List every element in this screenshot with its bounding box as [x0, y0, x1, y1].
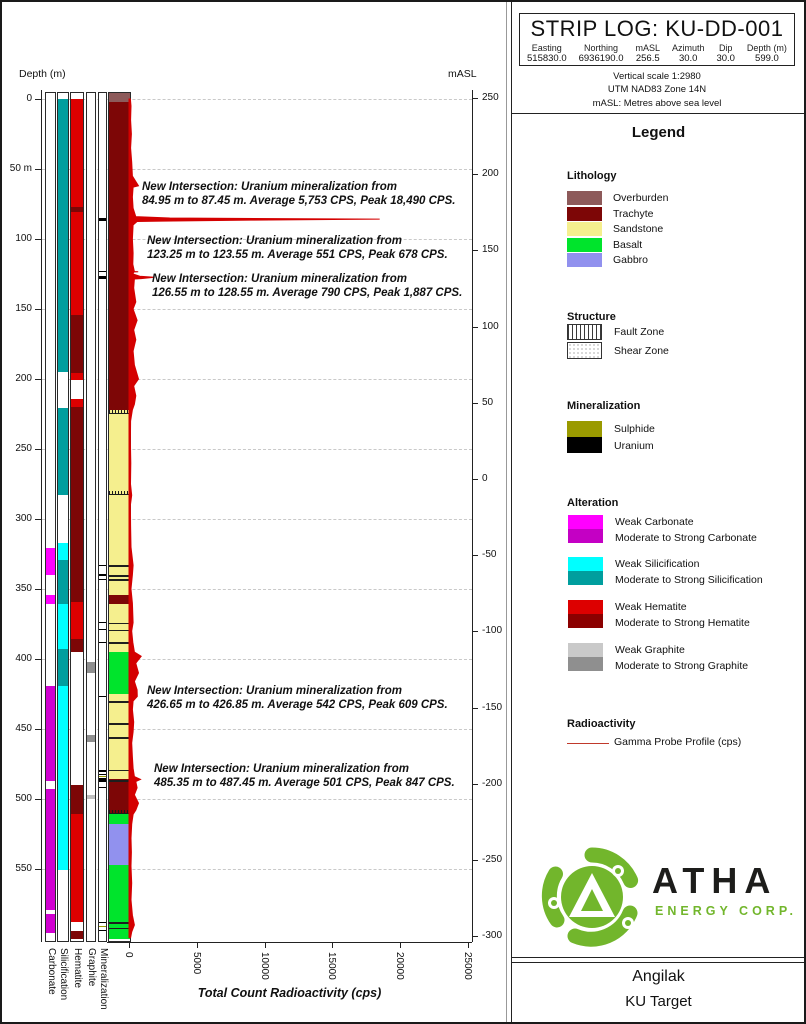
collar-field-label: mASL	[635, 43, 660, 53]
alteration-weak-label: Weak Hematite	[615, 601, 687, 613]
masl-tick	[472, 174, 478, 175]
collar-field	[527, 43, 567, 64]
atha-wordmark: ATHA	[652, 860, 778, 901]
masl-tick	[472, 784, 478, 785]
target-name: KU Target	[625, 993, 692, 1010]
gamma-line-label: Gamma Probe Profile (cps)	[614, 736, 742, 748]
masl-tick	[472, 555, 478, 556]
alteration-weak-swatch	[568, 643, 603, 657]
masl-tick-label: 0	[482, 473, 488, 484]
legend-title: Legend	[631, 124, 686, 141]
project-name: Angilak	[632, 968, 685, 985]
masl-tick	[472, 403, 478, 404]
depth-tick-label: 500	[15, 793, 32, 804]
alteration-strong-swatch	[568, 529, 603, 543]
collar-field-label: Depth (m)	[746, 43, 787, 53]
masl-tick-label: -200	[482, 777, 503, 789]
masl-axis-line	[472, 90, 473, 942]
gamma-profile-path	[129, 99, 380, 938]
intersection-annotation	[142, 180, 455, 208]
legend-structure-heading: Structure	[567, 311, 616, 323]
collar-field-value: 30.0	[716, 53, 735, 64]
alteration-weak-swatch	[568, 557, 603, 571]
gamma-tick-label: 10000	[258, 952, 270, 980]
shear-zone-label: Shear Zone	[614, 345, 669, 357]
atha-logo-icon	[540, 845, 644, 949]
annotation-line1: New Intersection: Uranium mineralization from	[147, 235, 402, 247]
annotation-line2: 426.65 m to 426.85 m. Average 542 CPS, Peak 609 CPS.	[147, 699, 448, 712]
gamma-tick-label: 0	[123, 952, 134, 958]
collar-fields	[520, 42, 794, 64]
depth-tick-label: 450	[15, 723, 32, 734]
scale-note: Vertical scale 1:2980	[613, 71, 701, 82]
column-label-silicification: Silicification	[58, 948, 69, 1001]
collar-field	[716, 43, 735, 64]
masl-tick-label: -300	[482, 930, 503, 942]
footer-separator-2	[511, 962, 806, 963]
panel-divider-shadow	[506, 2, 507, 1024]
depth-tick-label: 400	[15, 653, 32, 664]
depth-tick-label: 350	[15, 583, 32, 594]
depth-tick-label: 0	[26, 93, 32, 104]
annotation-line1: New Intersection: Uranium mineralization from	[142, 181, 397, 193]
annotation-line2: 123.25 m to 123.55 m. Average 551 CPS, Peak 678 CPS.	[147, 249, 448, 262]
masl-tick-label: -50	[482, 549, 497, 561]
alteration-strong-label: Moderate to Strong Hematite	[615, 617, 750, 629]
alteration-strong-swatch	[568, 657, 603, 671]
alteration-strong-label: Moderate to Strong Graphite	[615, 660, 749, 672]
legend-lithology-heading: Lithology	[567, 170, 617, 182]
intersection-annotation	[147, 234, 448, 262]
masl-tick-label: -100	[482, 625, 503, 637]
collar-field-label: Northing	[584, 43, 619, 53]
alteration-strong-label: Moderate to Strong Silicification	[615, 574, 763, 586]
collar-field-label: Dip	[718, 43, 733, 53]
header-separator	[511, 113, 806, 114]
legend-radioactivity-heading: Radioactivity	[567, 718, 636, 730]
depth-tick-label: 200	[15, 373, 32, 384]
collar-field-label: Easting	[531, 43, 562, 53]
legend-label-gabbro: Gabbro	[613, 254, 649, 267]
gamma-line-swatch	[567, 743, 609, 744]
masl-tick	[472, 860, 478, 861]
intersection-annotation	[147, 684, 448, 712]
depth-tick-label: 150	[15, 303, 32, 314]
alteration-weak-label: Weak Graphite	[615, 644, 685, 656]
gamma-tick-label: 15000	[326, 952, 338, 980]
masl-tick-label: 250	[482, 92, 499, 103]
page-title: STRIP LOG: KU-DD-001	[530, 16, 784, 41]
masl-tick	[472, 479, 478, 480]
annotation-line1: New Intersection: Uranium mineralization from	[152, 273, 407, 285]
alteration-weak-swatch	[568, 515, 603, 529]
legend-label-sandstone: Sandstone	[613, 223, 664, 236]
intersection-annotation	[154, 762, 455, 790]
alteration-strong-swatch	[568, 614, 603, 628]
annotation-line2: 485.35 m to 487.45 m. Average 501 CPS, Peak 847 CPS.	[154, 777, 455, 790]
uranium-label: Uranium	[614, 440, 654, 452]
alteration-strong-label: Moderate to Strong Carbonate	[615, 532, 757, 544]
masl-tick	[472, 708, 478, 709]
alteration-weak-swatch	[568, 600, 603, 614]
scale-notes	[519, 70, 795, 110]
legend-alteration-heading: Alteration	[567, 497, 619, 509]
masl-note: mASL: Metres above sea level	[592, 97, 722, 109]
collar-field	[672, 43, 705, 64]
masl-tick-label: 200	[482, 168, 499, 180]
title-block	[519, 13, 795, 66]
gamma-tick-label: 5000	[190, 952, 202, 975]
shear-zone-swatch	[567, 342, 602, 359]
legend-swatch-overburden	[567, 191, 602, 205]
column-label-mineralization: Mineralization	[97, 948, 109, 1010]
masl-tick-label: 150	[482, 244, 499, 256]
depth-tick-label: 100	[15, 233, 32, 244]
alteration-strong-swatch	[568, 571, 603, 585]
collar-field	[579, 43, 624, 64]
masl-tick	[472, 98, 478, 99]
collar-field-value: 515830.0	[527, 53, 567, 64]
atha-subtitle: ENERGY CORP.	[655, 904, 798, 918]
legend-swatch-trachyte	[567, 207, 602, 221]
column-label-hematite: Hematite	[72, 948, 83, 989]
legend-label-overburden: Overburden	[613, 192, 669, 204]
annotation-line2: 126.55 m to 128.55 m. Average 790 CPS, Peak 1,887 CPS.	[152, 287, 463, 300]
legend-swatch-sandstone	[567, 222, 602, 236]
legend-mineralization-heading: Mineralization	[567, 400, 641, 412]
collar-field	[635, 43, 660, 64]
uranium-swatch	[567, 437, 602, 453]
collar-field-label: Azimuth	[671, 43, 705, 53]
legend-swatch-gabbro	[567, 253, 602, 267]
collar-field	[747, 43, 787, 64]
legend-swatch-basalt	[567, 238, 602, 252]
footer-separator-1	[511, 957, 806, 958]
intersection-annotation	[152, 272, 462, 300]
gamma-tick-label: 20000	[394, 952, 406, 980]
masl-tick-label: 100	[482, 320, 499, 332]
annotation-line2: 84.95 m to 87.45 m. Average 5,753 CPS, Peak 18,490 CPS.	[142, 195, 456, 208]
collar-field-value: 599.0	[755, 53, 779, 64]
depth-tick-label: 300	[15, 513, 32, 524]
depth-tick-label: 550	[15, 863, 32, 874]
depth-tick-label: 250	[15, 443, 32, 454]
masl-axis-title: mASL	[448, 68, 477, 80]
panel-divider	[511, 2, 512, 1024]
datum-note: UTM NAD83 Zone 14N	[607, 84, 707, 96]
depth-axis-title: Depth (m)	[19, 68, 66, 80]
annotation-line1: New Intersection: Uranium mineralization from	[147, 685, 402, 697]
depth-tick-label: 50 m	[9, 163, 32, 174]
alteration-weak-label: Weak Silicification	[615, 558, 700, 570]
annotation-line1: New Intersection: Uranium mineralization from	[154, 763, 409, 775]
legend-label-basalt: Basalt	[613, 238, 643, 251]
collar-field-value: 6936190.0	[578, 53, 624, 64]
masl-tick	[472, 936, 478, 937]
gamma-profile-curve	[41, 87, 472, 947]
legend-label-trachyte: Trachyte	[613, 207, 654, 220]
fault-zone-swatch	[567, 324, 602, 340]
gamma-axis-label: Total Count Radioactivity (cps)	[197, 986, 382, 1000]
column-label-carbonate: Carbonate	[45, 948, 57, 995]
masl-tick-label: -150	[482, 701, 503, 713]
masl-tick-label: -250	[482, 854, 503, 865]
masl-tick	[472, 631, 478, 632]
sulphide-label: Sulphide	[614, 423, 655, 435]
column-label-graphite: Graphite	[86, 948, 97, 987]
masl-tick-label: 50	[482, 396, 494, 408]
alteration-weak-label: Weak Carbonate	[615, 516, 694, 528]
sulphide-swatch	[567, 421, 602, 437]
masl-tick	[472, 250, 478, 251]
masl-tick	[472, 327, 478, 328]
collar-field-value: 256.5	[635, 53, 660, 64]
fault-zone-label: Fault Zone	[614, 326, 665, 338]
gamma-tick-label: 25000	[462, 952, 473, 980]
collar-field-value: 30.0	[678, 53, 698, 64]
